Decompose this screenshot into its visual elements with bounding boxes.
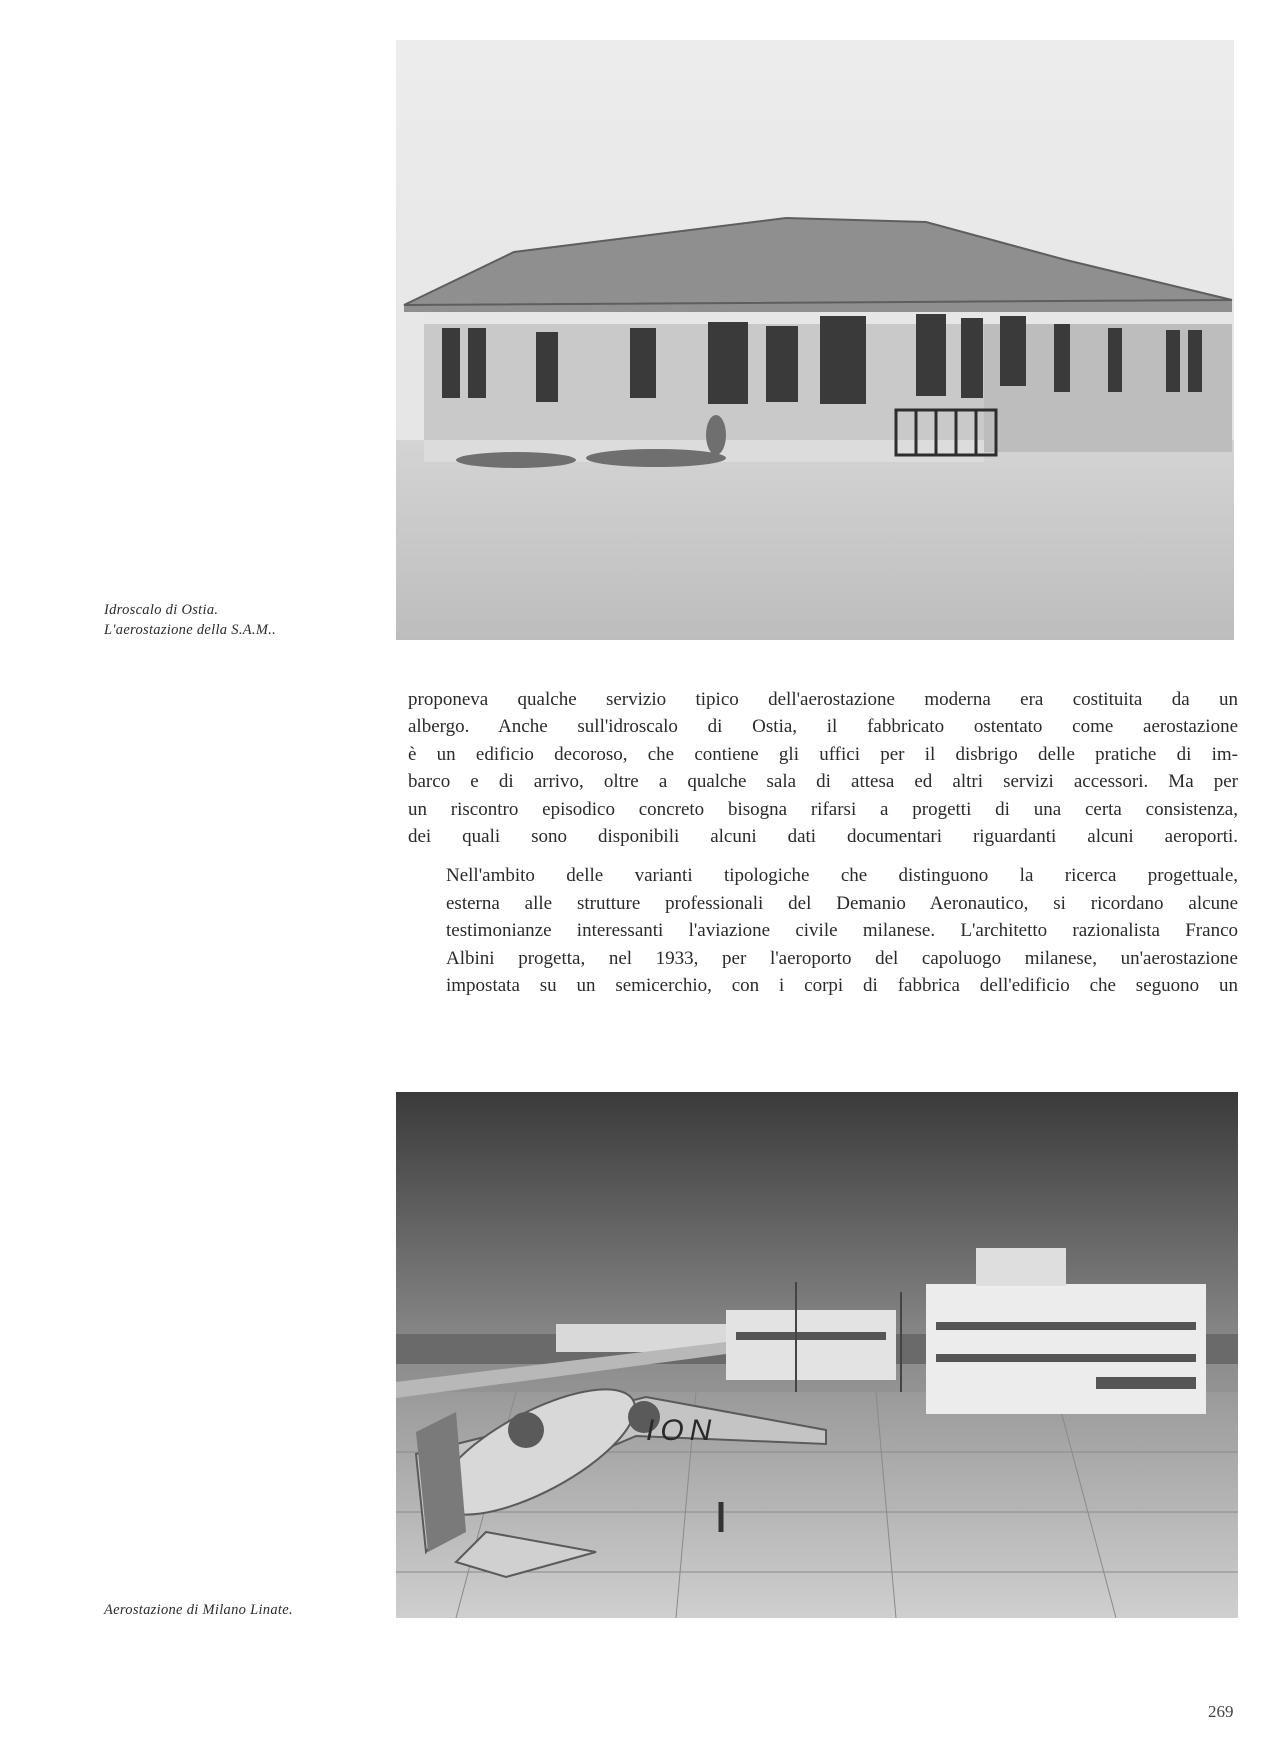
text-line: Albini progetta, nel 1933, per l'aeroporto del capoluogo milanese, un'aerostazione: [446, 947, 1238, 969]
building-photo-illustration: [396, 40, 1234, 640]
caption-idroscalo-ostia: [104, 600, 276, 640]
caption-line: Idroscalo di Ostia.: [104, 602, 219, 618]
text-line: Nell'ambito delle varianti tipologiche che distinguono la ricerca progettuale,: [446, 865, 1238, 887]
paragraph-1: [408, 686, 1238, 850]
text-line: testimonianze interessanti l'aviazione civile milanese. L'architetto razionalista Franco: [446, 920, 1238, 942]
caption-milano-linate: [104, 1600, 293, 1620]
body-text: [408, 686, 1238, 999]
caption-line: L'aerostazione della S.A.M..: [104, 622, 277, 638]
text-line: impostata su un semicerchio, con i corpi di fabbrica dell'edificio che seguono un: [446, 975, 1238, 997]
text-line: è un edificio decoroso, che contiene gli uffici per il disbrigo delle pratiche di im-: [408, 743, 1238, 765]
photo-milano-linate: [396, 1092, 1238, 1618]
text-line: albergo. Anche sull'idroscalo di Ostia, il fabbricato ostentato come aerostazione: [408, 716, 1238, 738]
text-line: proponeva qualche servizio tipico dell'aerostazione moderna era costituita da un: [408, 689, 1238, 710]
caption-line: Aerostazione di Milano Linate.: [104, 1602, 293, 1618]
text-line: dei quali sono disponibili alcuni dati documentari riguardanti alcuni aeroporti.: [408, 826, 1238, 848]
text-line: esterna alle strutture professionali del Demanio Aeronautico, si ricordano alcune: [446, 892, 1238, 914]
airport-photo-illustration: [396, 1092, 1238, 1618]
photo-idroscalo-ostia: [396, 40, 1234, 640]
page-number: 269: [1208, 1702, 1234, 1721]
paragraph-2: [408, 862, 1238, 999]
aircraft-lettering: ION: [646, 1414, 718, 1447]
text-line: un riscontro episodico concreto bisogna rifarsi a progetti di una certa consistenza,: [408, 798, 1238, 820]
text-line: barco e di arrivo, oltre a qualche sala di attesa ed altri servizi accessori. Ma per: [408, 771, 1238, 793]
